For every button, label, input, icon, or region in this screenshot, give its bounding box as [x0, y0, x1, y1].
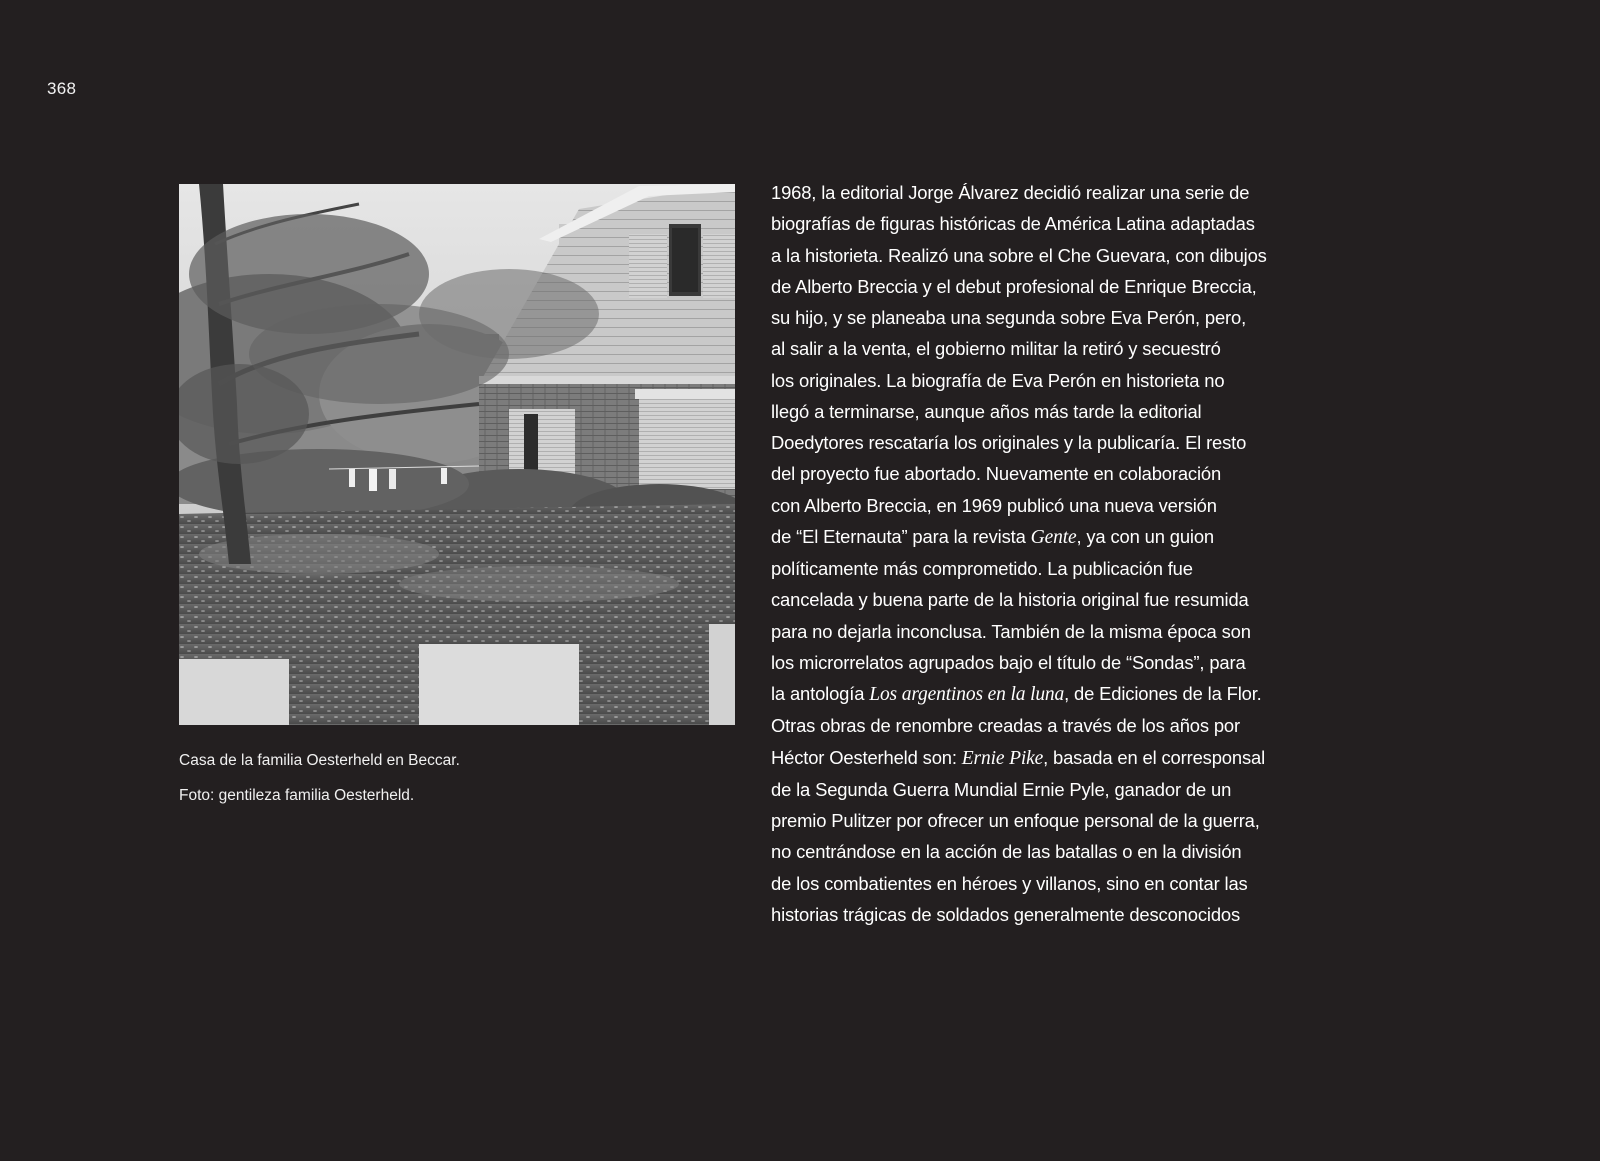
text-run: los originales. La biografía de Eva Perón en historieta no: [771, 369, 1225, 391]
italic-title: Ernie Pike: [961, 747, 1044, 769]
text-run: de “El Eternauta” para la revista: [771, 525, 1031, 547]
body-text: [771, 177, 1331, 930]
body-line: [771, 647, 1331, 678]
body-line: [771, 490, 1331, 521]
body-line: [771, 805, 1331, 836]
house-photo: [179, 184, 735, 725]
page-number: 368: [47, 79, 77, 98]
body-line: [771, 208, 1331, 239]
body-line: [771, 742, 1331, 774]
caption-line: Casa de la familia Oesterheld en Beccar.: [179, 752, 460, 769]
body-line: [771, 396, 1331, 427]
text-run: Héctor Oesterheld son:: [771, 746, 962, 768]
text-run: para no dejarla inconclusa. También de la misma época son: [771, 620, 1251, 642]
text-run: Doedytores rescataría los originales y la publicaría. El resto: [771, 432, 1247, 453]
body-line: [771, 333, 1331, 364]
text-run: a la historieta. Realizó una sobre el Che Guevara, con dibujos: [771, 244, 1267, 266]
figure-caption: [179, 743, 739, 813]
text-run: su hijo, y se planeaba una segunda sobre Eva Perón, pero,: [771, 307, 1247, 328]
body-line: [771, 836, 1331, 867]
body-line: [771, 678, 1331, 710]
body-line: [771, 868, 1331, 899]
italic-title: Gente: [1030, 526, 1077, 548]
body-line: [771, 899, 1331, 930]
text-run: al salir a la venta, el gobierno militar la retiró y secuestró: [771, 338, 1221, 360]
caption-credit: Foto: gentileza familia Oesterheld.: [179, 787, 415, 804]
body-line: [771, 710, 1331, 741]
text-run: de la Segunda Guerra Mundial Ernie Pyle, ganador de un: [771, 778, 1232, 800]
italic-title: Los argentinos en la luna: [869, 684, 1065, 705]
body-line: [771, 521, 1331, 553]
text-run: con Alberto Breccia, en 1969 publicó una nueva versión: [771, 494, 1217, 516]
text-run: biografías de figuras históricas de América Latina adaptadas: [771, 213, 1255, 235]
text-run: la antología: [771, 683, 870, 704]
text-run: de los combatientes en héroes y villanos, sino en contar las: [771, 872, 1248, 894]
text-run: de Alberto Breccia y el debut profesional de Enrique Breccia,: [771, 275, 1257, 297]
text-run: 1968, la editorial Jorge Álvarez decidió realizar una serie de: [771, 182, 1250, 203]
text-run: historias trágicas de soldados generalmente desconocidos: [771, 903, 1241, 925]
text-run: premio Pulitzer por ofrecer un enfoque personal de la guerra,: [771, 810, 1260, 831]
text-run: , de Ediciones de la Flor.: [1064, 683, 1262, 704]
body-line: [771, 240, 1331, 271]
text-run: llegó a terminarse, aunque años más tarde la editorial: [771, 400, 1202, 422]
text-run: los microrrelatos agrupados bajo el título de “Sondas”, para: [771, 651, 1246, 673]
body-line: [771, 553, 1331, 584]
text-run: Otras obras de renombre creadas a través de los años por: [771, 715, 1240, 737]
text-run: , basada en el corresponsal: [1043, 746, 1266, 768]
body-line: [771, 584, 1331, 615]
body-line: [771, 616, 1331, 647]
body-line: [771, 271, 1331, 302]
text-run: políticamente más comprometido. La publicación fue: [771, 558, 1193, 579]
text-run: , ya con un guion: [1076, 525, 1214, 547]
body-line: [771, 774, 1331, 805]
body-line: [771, 302, 1331, 333]
text-run: no centrándose en la acción de las batallas o en la división: [771, 841, 1242, 863]
body-line: [771, 177, 1331, 208]
body-line: [771, 427, 1331, 458]
body-line: [771, 458, 1331, 489]
body-line: [771, 365, 1331, 396]
text-run: del proyecto fue abortado. Nuevamente en colaboración: [771, 463, 1222, 485]
text-run: cancelada y buena parte de la historia original fue resumida: [771, 589, 1249, 611]
